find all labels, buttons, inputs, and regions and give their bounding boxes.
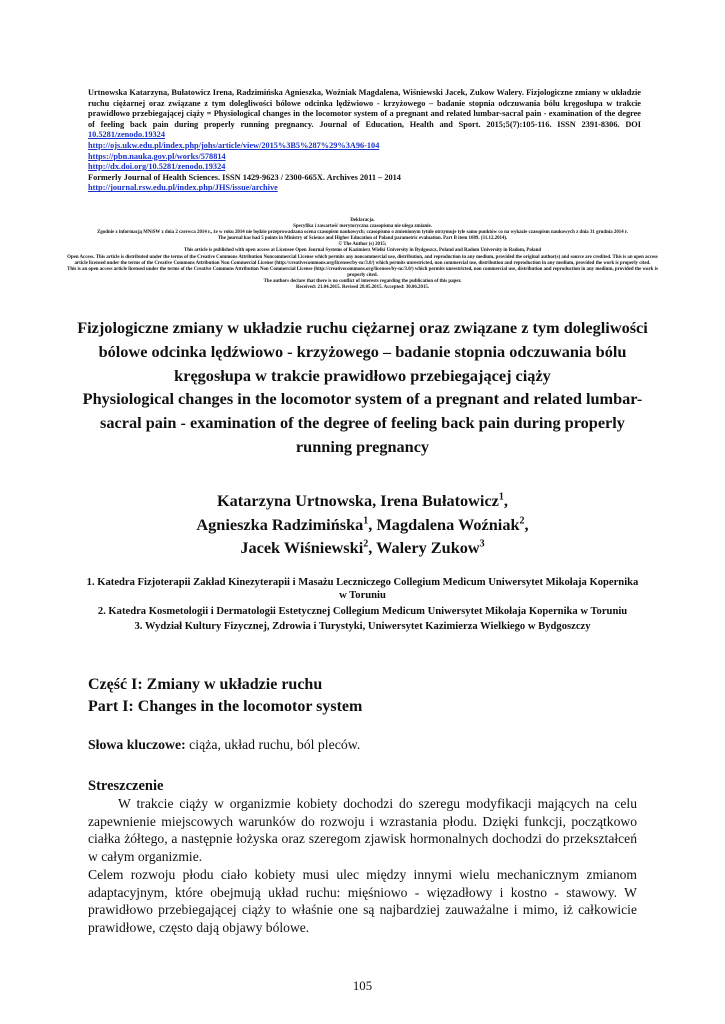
abstract-body [88, 795, 637, 937]
affiliation: 2. Katedra Kosmetologii i Dermatologii Estetycznej Collegium Medicum Uniwersytet Mikołaja Kopernika w Toruniu [97, 605, 628, 617]
citation-block [88, 88, 641, 194]
declaration-line: The authors declare that there is no conflict of interests regarding the publication of this paper. [263, 278, 462, 284]
author: Agnieszka Radzimińska$^1$, [196, 514, 377, 534]
pbn-link[interactable]: https://pbn.nauka.gov.pl/works/578814 [88, 151, 226, 161]
declaration-line: Zgodnie z informacją MNiSW z dnia 2 czerwca 2014 r., że w roku 2014 nie będzie przeprowadzana ocena czasopism naukowych; czasopismo o zmienionym tytule otrzymuje tyle samo punktów co na wykazie czasopism naukowych z dnia 31 grudnia 2014 r. [97, 230, 628, 236]
declaration-block [60, 218, 665, 291]
abstract-heading: Streszczenie [88, 778, 164, 794]
title-polish: Fizjologiczne zmiany w układzie ruchu ciężarnej oraz związane z tym dolegliwości bólowe odcinka lędźwiowo - krzyżowego – badanie stopnia odczuwania bólu kręgosłupa w trakcie prawidłowo przebiegającej ciąży [77, 318, 648, 385]
formerly-journal-line: Formerly Journal of Health Sciences. ISSN 1429-9623 / 2300-665X. Archives 2011 – 2014 [88, 172, 401, 182]
author: Walery Zukow$^3$ [376, 538, 485, 557]
part-heading [88, 674, 648, 717]
author: Katarzyna Urtnowska, [217, 491, 381, 510]
declaration-line: Received: 21.04.2015. Revised 28.05.2015. Accepted: 30.06.2015. [295, 285, 430, 291]
author: Magdalena Woźniak$^2$, [376, 514, 529, 534]
keywords-label: Słowa kluczowe: [88, 737, 186, 752]
article-title [70, 316, 655, 459]
abstract-paragraph: W trakcie ciąży w organizmie kobiety dochodzi do szeregu modyfikacji mających na celu zapewnienie miejscowych warunków do rozwoju i wzrastania płodu. Dzięki funkcji, początkowo ciałka żółtego, a następnie łożyska oraz szeregom zjawisk hormonalnych dochodzi do przekształceń w całym organizmie. [88, 796, 637, 865]
affiliation: 1. Katedra Fizjoterapii Zakład Kinezyterapii i Masażu Leczniczego Collegium Medicum Uniwersytet Mikołaja Kopernika w Toruniu [86, 577, 639, 601]
part-heading-english: Part I: Changes in the locomotor system [88, 697, 363, 715]
declaration-line: © The Author (s) 2015; [338, 242, 387, 248]
journal-archive-link[interactable]: http://journal.rsw.edu.pl/index.php/JHS/issue/archive [88, 183, 278, 193]
ojs-article-link[interactable]: http://ojs.ukw.edu.pl/index.php/johs/article/view/2015%3B5%287%29%3A96-104 [88, 140, 380, 150]
author: Irena Bułatowicz$^1$, [380, 491, 508, 510]
declaration-line: Deklaracja. [350, 218, 375, 223]
declaration-line: Open Access. This article is distributed under the terms of the Creative Commons Attribution Noncommercial License which permits any noncommercial use, distribution, and reproduction in any medium, provided the original author(s) and source are credited. This is an open access article licensed under the terms of the Creative Commons Attribution Non Commercial License (http://creativecommons.org/licenses/by-nc/3.0/) which permits unrestricted, non commercial use, distribution and reproduction in any medium, provided the work is properly cited. [67, 254, 658, 266]
declaration-line: This article is published with open access at Licensee Open Journal Systems of Kazimierz Wielki University in Bydgoszcz, Poland and Radom University in Radom, Poland [183, 248, 542, 254]
declaration-line: This is an open access article licensed under the terms of the Creative Commons Attribution Non Commercial License (http://creativecommons.org/licenses/by-nc/3.0/) which permits unrestricted, non commercial use, distribution and reproduction in any medium, provided the work is properly cited. [67, 266, 658, 278]
author-list [90, 489, 635, 560]
doi-link[interactable]: 10.5281/zenodo.19324 [88, 130, 165, 140]
author: Jacek Wiśniewski$^2$, [240, 538, 377, 557]
keywords-value: ciąża, układ ruchu, ból pleców. [185, 737, 361, 752]
declaration-line: The journal has had 5 points in Ministry of Science and Higher Education of Poland parametric evaluation. Part B item 1089. (31.12.2014). [217, 236, 508, 242]
citation-text: Urtnowska Katarzyna, Bułatowicz Irena, Radzimińska Agnieszka, Woźniak Magdalena, Wiśniewski Jacek, Zukow Walery. Fizjologiczne zmiany w układzie ruchu ciężarnej oraz związane z tym dolegliwości bólowe odcinka lędźwiowo - krzyżowego – badanie stopnia odczuwania bólu kręgosłupa w trakcie prawidłowo przebiegającej ciąży = Physiological changes in the locomotor system of a pregnant and related lumbar-sacral pain - examination of the degree of feeling back pain during properly running pregnancy. Journal of Education, Health and Sport. 2015;5(7):105-116. ISSN 2391-8306. DOI 10.5281/zenodo.19324 [88, 88, 641, 140]
declaration-line: Specyfika i zawartość merytoryczna czasopisma nie ulega zmianie. [293, 224, 432, 230]
keywords [88, 736, 648, 754]
dx-doi-link[interactable]: http://dx.doi.org/10.5281/zenodo.19324 [88, 162, 226, 172]
title-english: Physiological changes in the locomotor system of a pregnant and related lumbar-sacral pain - examination of the degree of feeling back pain during properly running pregnancy [82, 389, 643, 456]
affiliation: 3. Wydział Kultury Fizycznej, Zdrowia i Turystyki, Uniwersytet Kazimierza Wielkiego w Bydgoszczy [134, 621, 591, 633]
affiliations [82, 577, 643, 637]
page-number: 105 [352, 979, 373, 993]
abstract-paragraph: Celem rozwoju płodu ciało kobiety musi ulec między innymi wielu mechanicznym zmianom adaptacyjnym, które obejmują układ ruchu: mięśniowo - więzadłowy i kostno - stawowy. W prawidłowo przebiegającej ciąży to właśnie one są najbardziej zauważalne i mimo, iż całkowicie prawidłowe, często dają objawy bólowe. [88, 866, 637, 935]
part-heading-polish: Część I: Zmiany w układzie ruchu [88, 676, 323, 693]
